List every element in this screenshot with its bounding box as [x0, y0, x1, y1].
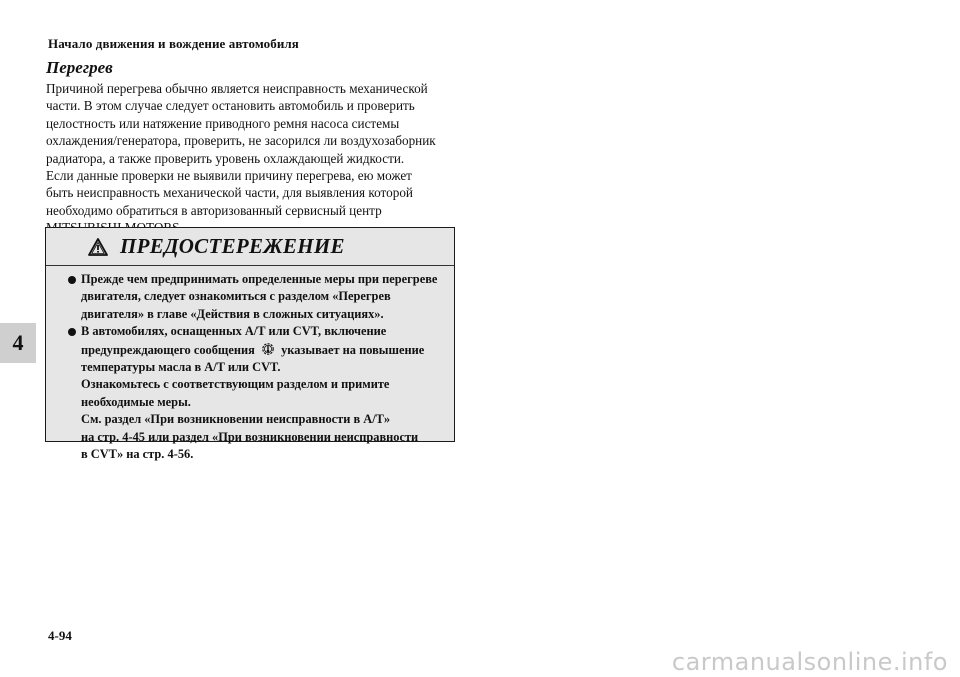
- section-body: [46, 80, 466, 237]
- body-line: быть неисправность механической части, для выявления которой: [46, 185, 413, 201]
- section-title: Перегрев: [46, 58, 113, 77]
- bullet-dot: [68, 328, 76, 336]
- page-number: 4-94: [48, 628, 72, 643]
- warning-line: Ознакомьтесь с соответствующим разделом и примите: [81, 377, 390, 392]
- warning-header: [46, 228, 454, 266]
- page-header: Начало движения и вождение автомобиля: [48, 36, 299, 51]
- warning-bullet: [46, 323, 454, 463]
- watermark: carmanualsonline.info: [671, 648, 948, 676]
- warning-line: См. раздел «При возникновении неисправности в A/T»: [81, 412, 391, 427]
- warning-text: указывает на повышение: [281, 342, 425, 357]
- warning-line: необходимые меры.: [81, 394, 191, 409]
- warning-line-with-icon: [81, 341, 454, 359]
- warning-line: на стр. 4-45 или раздел «При возникновении неисправности: [81, 429, 419, 444]
- body-line: части. В этом случае следует остановить автомобиль и проверить: [46, 98, 415, 114]
- warning-line: В автомобилях, оснащенных A/T или CVT, включение: [81, 324, 387, 339]
- warning-line: температуры масла в A/T или CVT.: [81, 360, 281, 375]
- chapter-tab: [0, 323, 36, 363]
- body-line: целостность или натяжение приводного ремня насоса системы: [46, 115, 400, 131]
- body-line: охлаждения/генератора, проверить, не засорился ли воздухозаборник: [46, 133, 436, 149]
- body-line: радиатора, а также проверить уровень охлаждающей жидкости.: [46, 150, 405, 166]
- warning-title: ПРЕДОСТЕРЕЖЕНИЕ: [120, 234, 345, 258]
- chapter-number: 4: [12, 330, 24, 355]
- body-line: Причиной перегрева обычно является неисправность механической: [46, 81, 428, 96]
- body-line: Если данные проверки не выявили причину перегрева, ею может: [46, 168, 412, 184]
- warning-body: [46, 266, 454, 463]
- bullet-dot: [68, 276, 76, 284]
- warning-line: в CVT» на стр. 4-56.: [81, 447, 194, 462]
- warning-line: Прежде чем предпринимать определенные меры при перегреве: [81, 272, 438, 286]
- warning-text: предупреждающего сообщения: [81, 342, 255, 357]
- body-line: необходимо обратиться в авторизованный сервисный центр: [46, 202, 382, 218]
- gear-temperature-icon: [260, 341, 276, 357]
- warning-triangle-icon: [88, 238, 108, 256]
- warning-box: [45, 227, 455, 462]
- warning-line: двигателя» в главе «Действия в сложных ситуациях».: [81, 306, 384, 321]
- warning-line: двигателя, следует ознакомиться с разделом «Перегрев: [81, 289, 391, 304]
- warning-bullet: [46, 271, 454, 323]
